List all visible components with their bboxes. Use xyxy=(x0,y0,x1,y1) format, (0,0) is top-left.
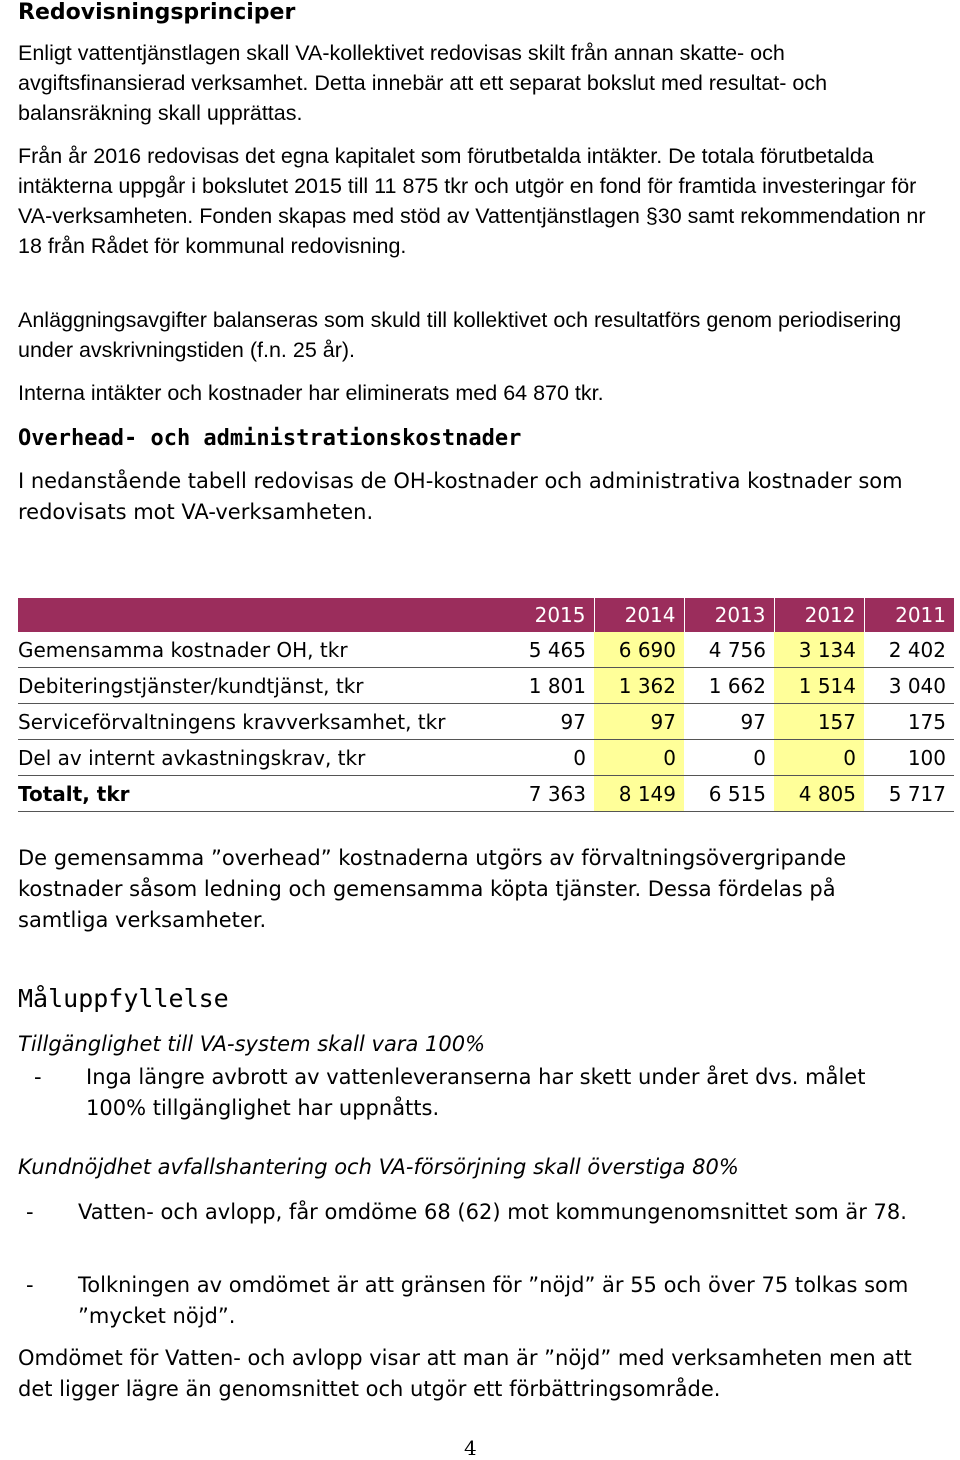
paragraph-principles-3: Anläggningsavgifter balanseras som skuld till kollektivet och resultatförs genom periodisering under avskrivningstiden (f.n. 25 år). xyxy=(18,308,902,362)
goal-2-item-1: Vatten- och avlopp, får omdöme 68 (62) mot kommungenomsnittet som är 78. xyxy=(78,1200,907,1224)
cell-value: 1 801 xyxy=(504,668,594,704)
table-header-label xyxy=(18,598,504,632)
table-row xyxy=(18,704,954,740)
table-row xyxy=(18,668,954,704)
goal-2-bullet-dash-2: - xyxy=(26,1273,34,1297)
cell-value: 100 xyxy=(864,740,954,776)
paragraph-principles-4: Interna intäkter och kostnader har eliminerats med 64 870 tkr. xyxy=(18,381,604,405)
cell-value-highlighted: 1 362 xyxy=(594,668,684,704)
row-label: Serviceförvaltningens kravverksamhet, tkr xyxy=(18,704,504,740)
row-label: Del av internt avkastningskrav, tkr xyxy=(18,740,504,776)
cell-value: 2 402 xyxy=(864,632,954,668)
heading-redovisningsprinciper: Redovisningsprinciper xyxy=(18,0,296,25)
cell-value: 97 xyxy=(684,704,774,740)
heading-maluppfyllelse: Måluppfyllelse xyxy=(18,984,229,1013)
table-header-year: 2011 xyxy=(864,598,954,632)
cell-value: 3 040 xyxy=(864,668,954,704)
cell-value: 1 662 xyxy=(684,668,774,704)
page-number: 4 xyxy=(464,1436,477,1460)
cell-value: 6 515 xyxy=(684,776,774,812)
table-header-year: 2015 xyxy=(534,603,586,627)
goal-1-item-1: Inga längre avbrott av vattenleveranserna har skett under året dvs. målet 100% tillgänglighet har uppnåtts. xyxy=(86,1065,866,1120)
table-header-year: 2014 xyxy=(594,598,684,632)
cell-value: 5 717 xyxy=(864,776,954,812)
row-label: Debiteringstjänster/kundtjänst, tkr xyxy=(18,668,504,704)
goal-2-title: Kundnöjdhet avfallshantering och VA-försörjning skall överstiga 80% xyxy=(18,1155,739,1179)
row-label-total: Totalt, tkr xyxy=(18,776,504,812)
cell-value: 0 xyxy=(684,740,774,776)
cell-value-highlighted: 6 690 xyxy=(594,632,684,668)
goal-1-title: Tillgänglighet till VA-system skall vara 100% xyxy=(18,1032,486,1056)
cell-value-highlighted: 8 149 xyxy=(594,776,684,812)
cell-value: 7 363 xyxy=(504,776,594,812)
paragraph-principles-1: Enligt vattentjänstlagen skall VA-kollektivet redovisas skilt från annan skatte- och avgiftsfinansierad verksamhet. Detta innebär att ett separat bokslut med resultat- och balansräkning skall upprättas. xyxy=(18,41,828,125)
row-label: Gemensamma kostnader OH, tkr xyxy=(18,632,504,668)
cell-value: 4 756 xyxy=(684,632,774,668)
table-header-row xyxy=(18,598,954,632)
cell-value: 175 xyxy=(864,704,954,740)
cell-value-highlighted: 4 805 xyxy=(774,776,864,812)
goal-2-bullet-dash-1: - xyxy=(26,1200,34,1224)
oh-cost-table xyxy=(18,598,954,812)
table-row-total xyxy=(18,776,954,812)
cell-value-highlighted: 1 514 xyxy=(774,668,864,704)
table-header-year: 2012 xyxy=(774,598,864,632)
table-row xyxy=(18,632,954,668)
cell-value-highlighted: 157 xyxy=(774,704,864,740)
table-row xyxy=(18,740,954,776)
table-header-year: 2013 xyxy=(684,598,774,632)
cell-value-highlighted: 0 xyxy=(594,740,684,776)
cell-value-highlighted: 3 134 xyxy=(774,632,864,668)
goal-1-bullet-dash: - xyxy=(34,1065,42,1089)
cell-value-highlighted: 97 xyxy=(594,704,684,740)
paragraph-overhead-explanation: De gemensamma ”overhead” kostnaderna utgörs av förvaltningsövergripande kostnader såsom ledning och gemensamma köpta tjänster. Dessa fördelas på samtliga verksamheter. xyxy=(18,846,847,932)
cell-value: 0 xyxy=(504,740,594,776)
cell-value: 97 xyxy=(504,704,594,740)
paragraph-overhead-intro: I nedanstående tabell redovisas de OH-kostnader och administrativa kostnader som redovisats mot VA-verksamheten. xyxy=(18,469,903,524)
paragraph-principles-2: Från år 2016 redovisas det egna kapitalet som förutbetalda intäkter. De totala förutbetalda intäkterna uppgår i bokslutet 2015 till 11 875 tkr och utgör en fond för framtida investeringar för VA-verksamheten. Fonden skapas med stöd av Vattentjänstlagen §30 samt rekommendation nr 18 från Rådet för kommunal redovisning. xyxy=(18,144,926,258)
heading-overhead: Overhead- och administrationskostnader xyxy=(18,426,522,451)
cell-value-highlighted: 0 xyxy=(774,740,864,776)
cell-value: 5 465 xyxy=(504,632,594,668)
goal-2-item-2: Tolkningen av omdömet är att gränsen för ”nöjd” är 55 och över 75 tolkas som ”mycket nöjd”. xyxy=(78,1273,909,1328)
paragraph-goal-summary: Omdömet för Vatten- och avlopp visar att man är ”nöjd” med verksamheten men att det ligger lägre än genomsnittet och utgör ett förbättringsområde. xyxy=(18,1346,912,1401)
